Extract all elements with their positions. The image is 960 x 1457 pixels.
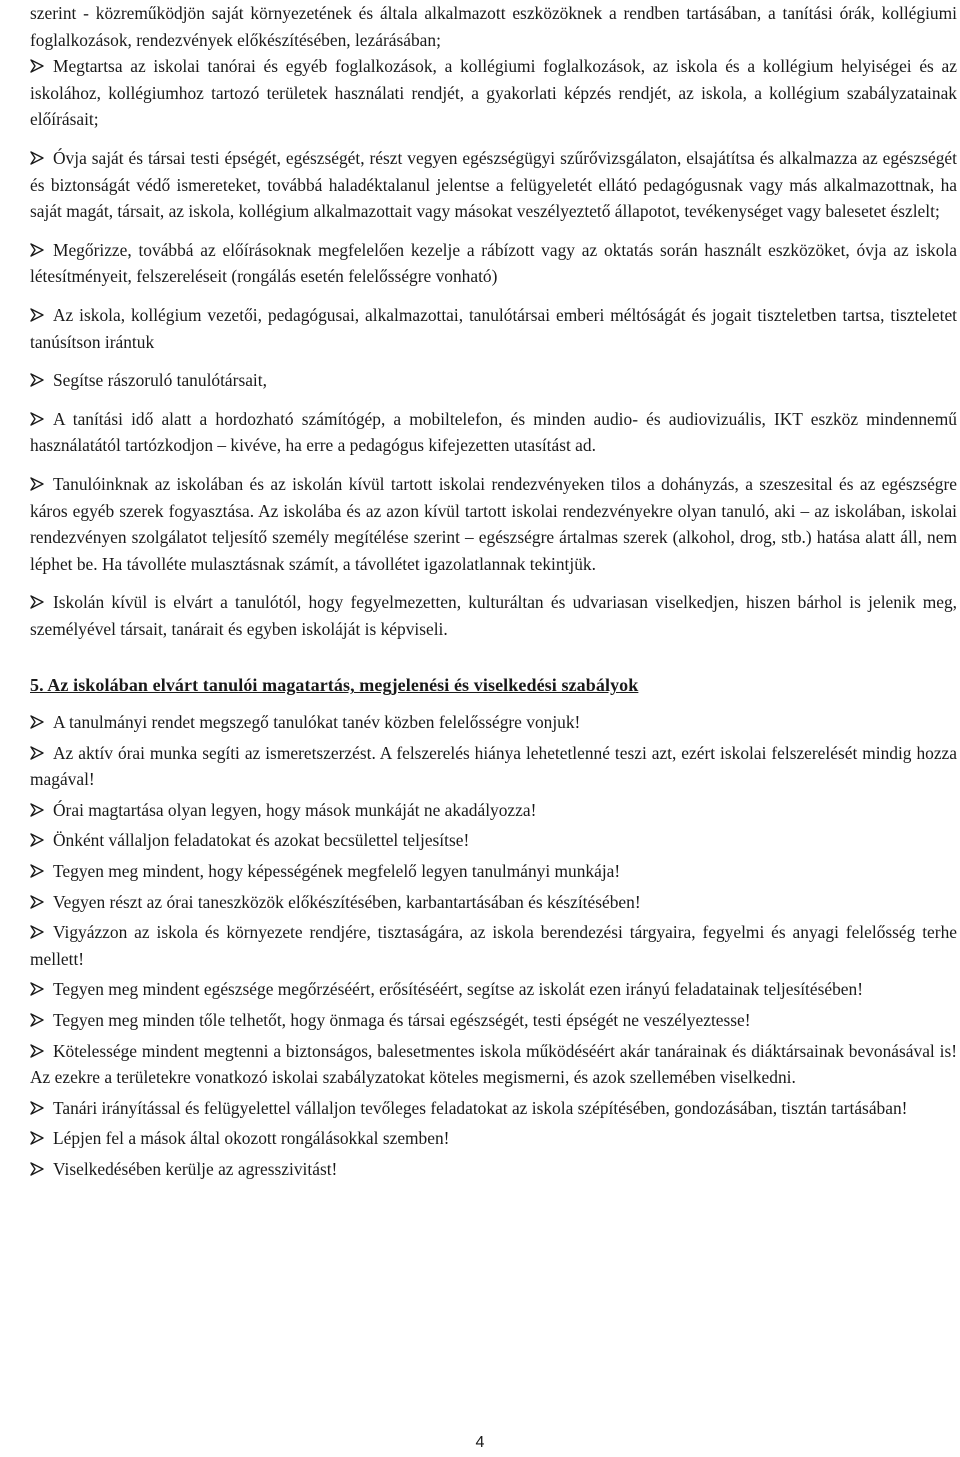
arrow-bullet-icon — [30, 59, 44, 73]
arrow-bullet-icon — [30, 925, 44, 939]
list-item — [30, 827, 957, 854]
arrow-bullet-icon — [30, 1162, 44, 1176]
list-item — [30, 1095, 957, 1122]
list-item — [30, 1156, 957, 1183]
list-item-text: Lépjen fel a mások által okozott rongálásokkal szemben! — [53, 1128, 450, 1149]
arrow-bullet-icon — [30, 864, 44, 878]
list-item-text: Az aktív órai munka segíti az ismeretszerzést. A felszerelés hiánya lehetetlenné teszi azt, ezért iskolai felszerelését mindig hozza magával! — [30, 742, 957, 790]
list-item-text: A tanulmányi rendet megszegő tanulókat tanév közben felelősségre vonjuk! — [53, 712, 581, 733]
list-item — [30, 406, 957, 459]
rules-list-2 — [30, 709, 957, 1183]
arrow-bullet-icon — [30, 746, 44, 760]
arrow-bullet-icon — [30, 412, 44, 426]
list-item-text: Kötelessége mindent megtenni a biztonságos, balesetmentes iskola működéséért akár tanárainak és diáktársainak bevonásával is! Az ezekre a területekre vonatkozó iskolai szabályzatokat köteles megismerni, és azok szellemében viselkedni. — [30, 1040, 957, 1088]
arrow-bullet-icon — [30, 982, 44, 996]
list-item — [30, 858, 957, 885]
arrow-bullet-icon — [30, 833, 44, 847]
list-item — [30, 709, 957, 736]
arrow-bullet-icon — [30, 373, 44, 387]
list-item — [30, 1125, 957, 1152]
arrow-bullet-icon — [30, 308, 44, 322]
list-item-text: Tanári irányítással és felügyelettel vállaljon tevőleges feladatokat az iskola szépítésében, gondozásában, tisztán tartásában! — [53, 1097, 908, 1118]
list-item-text: Segítse rászoruló tanulótársait, — [53, 370, 267, 391]
list-item — [30, 237, 957, 290]
arrow-bullet-icon — [30, 477, 44, 491]
page-number: 4 — [475, 1434, 485, 1451]
list-item-text: Vegyen részt az órai taneszközök előkészítésében, karbantartásában és készítésében! — [53, 891, 641, 912]
list-item — [30, 471, 957, 577]
arrow-bullet-icon — [30, 1044, 44, 1058]
list-item — [30, 302, 957, 355]
list-item-text: A tanítási idő alatt a hordozható számítógép, a mobiltelefon, és minden audio- és audiovizuális, IKT eszköz mindennemű használatától tartózkodjon – kivéve, ha erre a pedagógus kifejezetten utasítást ad. — [30, 408, 957, 456]
arrow-bullet-icon — [30, 243, 44, 257]
section-heading: 5. Az iskolában elvárt tanulói magatartás, megjelenési és viselkedési szabályok — [30, 675, 639, 696]
list-item — [30, 797, 957, 824]
rules-list-1 — [30, 53, 957, 642]
arrow-bullet-icon — [30, 715, 44, 729]
arrow-bullet-icon — [30, 895, 44, 909]
arrow-bullet-icon — [30, 151, 44, 165]
list-item-text: Tegyen meg minden tőle telhetőt, hogy önmaga és társai egészségét, testi épségét ne veszélyeztesse! — [53, 1010, 751, 1030]
list-item-text: Órai magtartása olyan legyen, hogy mások munkáját ne akadályozza! — [53, 799, 537, 820]
list-item — [30, 53, 957, 133]
arrow-bullet-icon — [30, 1013, 44, 1027]
list-item-text: Tegyen meg mindent egészsége megőrzéséért, erősítéséért, segítse az iskolát ezen irányú feladatainak teljesítésében! — [53, 979, 863, 1000]
arrow-bullet-icon — [30, 1101, 44, 1115]
list-item — [30, 589, 957, 642]
list-item — [30, 1038, 957, 1091]
arrow-bullet-icon — [30, 595, 44, 609]
list-item-text: Megtartsa az iskolai tanórai és egyéb foglalkozások, a kollégiumi foglalkozások, az iskola és a kollégium helyiségei és az iskolához, kollégiumhoz tartozó területek használati rendjét, a gyakorlati képzés rendjét, az iskola, a kollégium szabályzatainak előírásait; — [30, 56, 957, 130]
list-item — [30, 367, 957, 394]
arrow-bullet-icon — [30, 1131, 44, 1145]
list-item-text: Megőrizze, továbbá az előírásoknak megfelelően kezelje a rábízott vagy az oktatás során használt eszközöket, óvja az iskola létesítményeit, felszereléseit (rongálás esetén felelősségre vonható) — [30, 239, 957, 287]
list-item — [30, 145, 957, 225]
continuation-text: szerint - közreműködjön saját környezetének és általa alkalmazott eszközöknek a rendben tartásában, a tanítási órák, kollégiumi foglalkozások, rendezvények előkészítésében, lezárásában; — [30, 3, 957, 50]
list-item-text: Önként vállaljon feladatokat és azokat becsülettel teljesítse! — [53, 830, 470, 851]
list-item-text: Vigyázzon az iskola és környezete rendjére, tisztaságára, az iskola berendezési tárgyaira, fegyelmi és anyagi felelősség terhe mellett! — [30, 922, 957, 969]
arrow-bullet-icon — [30, 803, 44, 817]
list-item-text: Az iskola, kollégium vezetői, pedagógusai, alkalmazottai, tanulótársai emberi méltóságát és jogait tiszteletben tartsa, tiszteletet tanúsítson irántuk — [30, 304, 957, 352]
list-item — [30, 889, 957, 916]
list-item-text: Iskolán kívül is elvárt a tanulótól, hogy fegyelmezetten, kulturáltan és udvariasan viselkedjen, hiszen bárhol is jelenik meg, személyével társait, tanárait és egyben iskoláját is képviseli. — [30, 592, 957, 639]
list-item-text: Óvja saját és társai testi épségét, egészségét, részt vegyen egészségügyi szűrővizsgálaton, elsajátítsa és alkalmazza az egészségét és biztonságát védő ismereteket, továbbá haladéktalanul jelentse a felügyeletét ellátó pedagógusnak vagy más alkalmazottnak, ha saját magát, társait, az iskola, kollégium alkalmazottait vagy másokat veszélyeztető állapotot, tevékenységet vagy balesetet észlelt; — [30, 147, 957, 222]
document-page — [30, 0, 957, 1183]
list-item — [30, 919, 957, 972]
list-item-text: Tegyen meg mindent, hogy képességének megfelelő legyen tanulmányi munkája! — [53, 861, 621, 882]
list-item-text: Viselkedésében kerülje az agresszivitást! — [53, 1158, 338, 1179]
list-item — [30, 976, 957, 1003]
list-item — [30, 740, 957, 793]
list-item — [30, 1007, 957, 1034]
list-item-text: Tanulóinknak az iskolában és az iskolán kívül tartott iskolai rendezvényeken tilos a dohányzás, a szeszesital és az egészségre káros egyéb szerek fogyasztása. Az iskolába és az azon kívül tartott iskolai rendezvényekre olyan tanuló, aki – az iskolában, iskolai rendezvényen szolgálatot teljesítő személy megítélése szerint – egészségre ártalmas szerek (alkohol, drog, stb.) hatása alatt áll, nem léphet be. Ha távolléte mulasztásnak számít, a távollétet igazolatlannak tekintjük. — [30, 473, 957, 574]
